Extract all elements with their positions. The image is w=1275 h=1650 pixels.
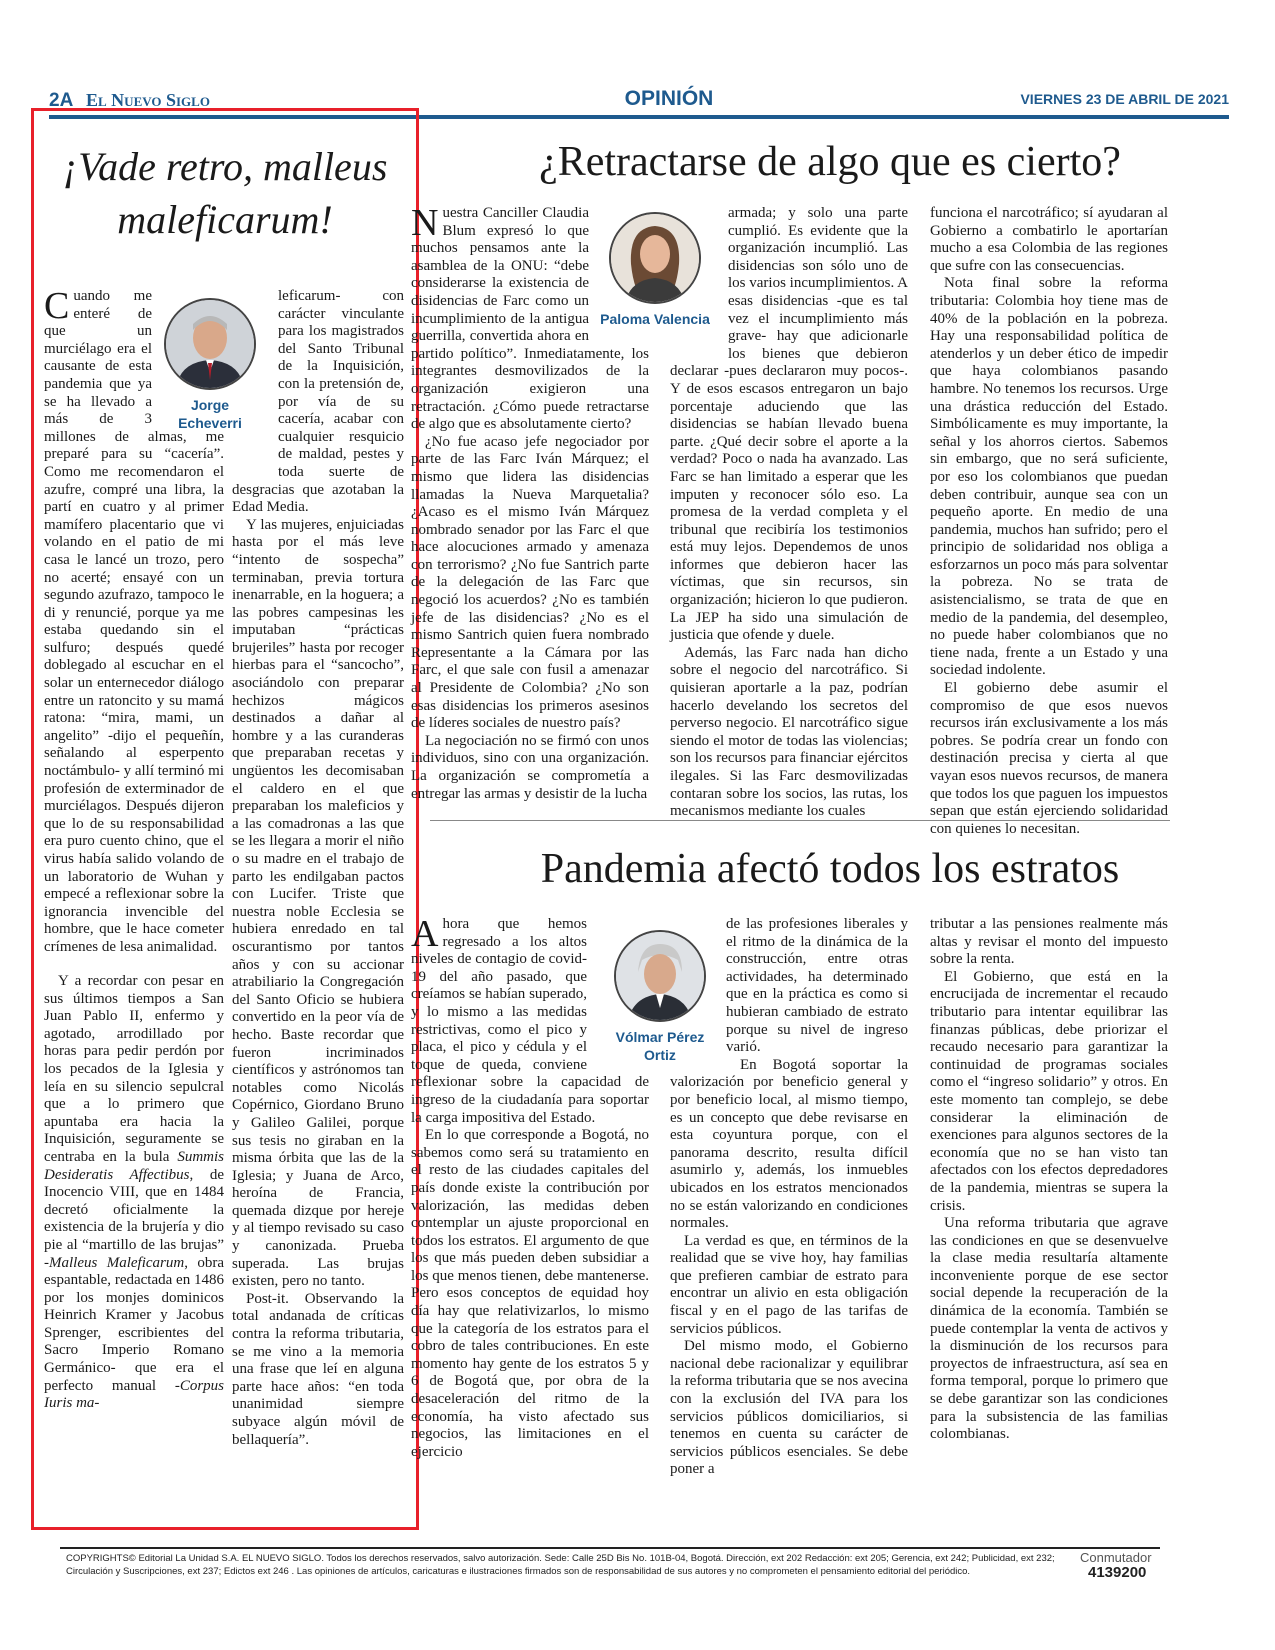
article1-col2 bbox=[670, 205, 908, 821]
paragraph: Post-it. Observando la total andanada de críticas contra la reforma tributaria, se me vino a la memoria una frase que leí en alguna parte hace años: “en toda unanimidad siempre subyace algún móvil de bellaquería”. bbox=[232, 1290, 404, 1448]
author-name: Jorge Echeverri bbox=[178, 397, 242, 431]
section-divider bbox=[430, 820, 1170, 821]
footer-line: COPYRIGHTS© Editorial La Unidad S.A. EL NUEVO SIGLO. Todos los derechos reservados, salvo autorización. Sede: Calle 25D Bis No. 101B-04, Bogotá. Dirección, ext 202 Redacción: ext 205; Gerencia, ext 242; Publicidad, ext 232; bbox=[66, 1553, 1055, 1564]
paragraph: El Gobierno, que está en la encrucijada de incrementar el recaudo tributario para intentar equilibrar las finanzas públicas, debe priorizar el recaudo necesario para garantizar la continuidad de programas sociales como el “ingreso solidario” y otros. En este momento tan complejo, se debe considerar la eliminación de exenciones para algunos sectores de la economía que no se han visto tan afectados con los efectos depredadores de la pandemia, mientras se supera la crisis. bbox=[930, 968, 1168, 1214]
article-title: Pandemia afectó todos los estratos bbox=[540, 846, 1120, 892]
author-name: Vólmar Pérez Ortiz bbox=[615, 1029, 705, 1063]
paragraph: armada; y solo una parte cumplió. Es evidente que la organización incumplió. Las disidencias son sólo uno de los varios incumplimientos. A esas disidencias -que es tal vez el incumplimiento más grave- hay que adicionarle los bienes que debieron declarar -pues declararon muy pocos-. Y de esos escasos entregaron un bajo porcentaje aduciendo que las disidencias se habían llevado buena parte. ¿Qué decir sobre el aporte a la verdad? Poco o nada ha avanzado. Las Farc se han limitado a esperar que les imputen y reconocer sólo eso. La promesa de la verdad completa y el tribunal que recibiría los testimonios está muy lejos. Dependemos de unos informes que debieron hacer las víctimas, que sin recursos, sin organización; hicieron lo que pudieron. La JEP ha sido una simulación de justicia que ofende y duele. bbox=[670, 205, 908, 644]
footer-line: Circulación y Suscripciones, ext 237; Edictos ext 246 . Las opiniones de artículos, caricaturas e ilustraciones firmados son de responsabilidad de sus autores y no comprometen el pensamiento editorial del periódico. bbox=[66, 1566, 971, 1577]
paragraph: leficarum- con carácter vinculante para los magistrados del Santo Tribunal de la Inquisición, con la pretensión de, por vía de su cacería, acabar con cualquier resquicio de maldad, pestes y toda suerte de desgracias que azotaban la Edad Media. bbox=[232, 288, 404, 516]
paragraph: de las profesiones liberales y el ritmo de la dinámica de la construcción, entre otras actividades, ha determinado que en la práctica es como si hubieran cambiado de estrato porque su nivel de ingreso varió. bbox=[726, 916, 908, 1056]
switchboard-label: Conmutador bbox=[1080, 1550, 1152, 1565]
issue-date: VIERNES 23 DE ABRIL DE 2021 bbox=[1020, 91, 1229, 107]
column-title: ¡Vade retro, malleus maleficarum! bbox=[62, 144, 388, 242]
column-col1-cont bbox=[44, 973, 224, 1413]
paragraph: funciona el narcotráfico; sí ayudaran al Gobierno a combatirlo le aportarían mucho a esa Colombia de las regiones que sufre con las consecuencias. bbox=[930, 205, 1168, 274]
footer-credits bbox=[66, 1552, 1056, 1578]
paragraph: La verdad es que, en términos de la realidad que se vive hoy, hay familias que prefieren cambiar de estrato para encontrar un alivio en esta obligación fiscal y en el pago de las tarifas de servicios públicos. bbox=[670, 1232, 908, 1337]
paragraph: Del mismo modo, el Gobierno nacional debe racionalizar y equilibrar la reforma tributaria que se nos avecina con la exclusión del IVA para los servicios públicos domiciliarios, si tenemos en cuenta su carácter de servicios públicos esenciales. Se debe poner a bbox=[670, 1338, 908, 1478]
article1-col3 bbox=[930, 205, 1168, 838]
page-number: 2A bbox=[49, 90, 74, 111]
photo-spacer bbox=[670, 916, 726, 1064]
paragraph: Nota final sobre la reforma tributaria: Colombia hoy tiene mas de 40% de la población en la pobreza. Hay una responsabilidad política de atenderlos y un deber ético de impedir que haya colombianos pasando hambre. No tenemos los recursos. Urge una drástica reducción del Estado. Simbólicamente es muy importante, la señal y los ahorros ciertos. Sabemos sin embargo, que no será suficiente, por eso los colombianos que puedan deben contribuir, aunque sea con un pequeño aporte. En medio de una pandemia, muchos han sufrido; pero el principio de solidaridad nos obliga a esforzarnos un poco más para solventar la pobreza. No se trata de asistencialismo, se trata de que en medio de la pandemia, del desempleo, no puede haber colombianos que no tiene nada, frente a un Estado y una sociedad indolente. bbox=[930, 275, 1168, 679]
paragraph: La negociación no se firmó con unos individuos, sino con una organización. La organización se comprometía a entregar las armas y desistir de la lucha bbox=[411, 732, 649, 802]
paragraph: Nuestra Canciller Claudia Blum expresó lo que muchos pensamos ante la asamblea de la ONU: “debe considerarse la existencia de disidencias de Farc como un incumplimiento de la antigua guerrilla, convertida ahora en partido político”. Inmediatamente, los integrantes desmovilizados de la organización exigieron una retractación. ¿Cómo puede retractarse de algo que es absolutamente cierto? bbox=[411, 202, 649, 433]
section-title: OPINIÓN bbox=[624, 87, 714, 110]
paragraph: ¿No fue acaso jefe negociador por parte de las Farc Iván Márquez; el mismo que lidera las disidencias llamadas la Nueva Marquetalia? ¿Acaso es el mismo Iván Márquez nombrado senador por las Farc el que hace alocuciones armado y amenaza con terrorismo? ¿No fue Santrich parte de la delegación de las Farc que negoció los acuerdos? ¿No es también jefe de las disidencias? ¿No es el mismo Santrich quien fuera nombrado Representante a la Cámara por las Farc, el que sale con fusil a amenazar al Presidente de Colombia? ¿No son esas disidencias los primeros asesinos de líderes sociales de nuestro país? bbox=[411, 433, 649, 732]
article2-col2 bbox=[670, 916, 908, 1479]
paragraph: Y a recordar con pesar en sus últimos tiempos a San Juan Pablo II, enfermo y agotado, arrodillado por horas para pedir perdón por los pecados de la Iglesia y leía en su silencio sepulcral que a lo primero que apuntaba era hacia la Inquisición, seguramente se centraba en la bula Summis Desideratis Affectibus, de Inocencio VIII, que en 1484 decretó oficialmente la existencia de la brujería y dio pie al “martillo de las brujas” -Malleus Maleficarum, obra espantable, redactada en 1486 por los monjes dominicos Heinrich Kramer y Jacobus Sprenger, escribientes del Sacro Imperio Romano Germánico- que era el perfecto manual -Corpus Iuris ma- bbox=[44, 973, 224, 1412]
newspaper-name: El Nuevo Siglo bbox=[86, 90, 210, 110]
drop-cap: N bbox=[411, 202, 439, 244]
paragraph: Ahora que hemos regresado a los altos niveles de contagio de covid-19 del año pasado, que creíamos se habían superado, y lo mismo a las medidas restrictivas, como el pico y placa, el pico y cédula y el toque de queda, conviene reflexionar sobre la capacidad de ingreso de la ciudadanía para soportar la carga impositiva del Estado. bbox=[411, 913, 649, 1126]
paragraph: Además, las Farc nada han dicho sobre el negocio del narcotráfico. Si quisieran aportarle a la paz, podrían hacerlo develando los secretos del perverso negocio. El narcotráfico sigue siendo el motor de todas las violencias; son los recursos para financiar ejércitos ilegales. Si las Farc desmovilizadas contaran sobre los socios, las rutas, los mecanismos mediante los cuales bbox=[670, 644, 908, 820]
column-col1 bbox=[44, 285, 224, 957]
drop-cap: C bbox=[44, 285, 70, 327]
paragraph: tributar a las pensiones realmente más altas y revisar el monto del impuesto sobre la renta. bbox=[930, 916, 1168, 968]
article-title: ¿Retractarse de algo que es cierto? bbox=[539, 139, 1121, 185]
footer-rule bbox=[60, 1547, 1160, 1549]
drop-cap: A bbox=[411, 913, 439, 955]
paragraph: Una reforma tributaria que agrave las condiciones en que se desenvuelve la clase media resultaría altamente inconveniente porque de ese sector social depende la recuperación de la dinámica de la economía. También se puede contemplar la venta de activos y la disminución de los recursos para proyectos de infraestructura, así sea en forma temporal, porque lo primero que se debe garantizar son las condiciones para la subsistencia de las familias colombianas. bbox=[930, 1215, 1168, 1443]
photo-spacer bbox=[152, 288, 224, 412]
author-name: Paloma Valencia bbox=[600, 311, 710, 327]
photo-spacer bbox=[670, 205, 728, 363]
paragraph: Y las mujeres, enjuiciadas hasta por el más leve “intento de sospecha” terminaban, previa tortura inenarrable, en la hoguera; a las pobres campesinas les imputaban “prácticas brujeriles” hasta por recoger hierbas para el “sancocho”, asociándolo con preparar hechizos mágicos destinados a dañar al hombre y a las curanderas que preparaban recetas y ungüentos les decomisaban el caldero en el que preparaban los maleficios y a las comadronas a las que se les llegara a morir el niño o su madre en el trabajo de parto les endilgaban pactos con Lucifer. Triste que nuestra noble Ecclesia se hubiera enredado en tal oscurantismo por tantos años y con su accionar atrabiliario la Congregación del Santo Oficio se hubiera convertido en la peor vía de hecho. Baste recordar que fueron incriminados científicos y astrónomos tan notables como Nicolás Copérnico, Giordano Bruno y Galileo Galilei, porque sus tesis no giraban en la misma órbita que las de la Iglesia; y Juana de Arco, heroína de Francia, quemada dizque por hereje y al tiempo revisado su caso y canonizada. Prueba superada. Las brujas existen, pero no tanto. bbox=[232, 516, 404, 1290]
switchboard-number: 4139200 bbox=[1088, 1564, 1147, 1581]
article2-col3 bbox=[930, 916, 1168, 1444]
paragraph: En lo que corresponde a Bogotá, no sabemos como será su tratamiento en el resto de las ciudades capitales del país donde existe la contribución por valorización, las medidas deben contemplar un ajuste proporcional en todos los estratos. El argumento de que los que más pueden deben subsidiar a los que menos tienen, debe mantenerse. Pero esos conceptos de equidad hoy día hay que relativizarlos, lo mismo que la categoría de los estratos para el cobro de tales contribuciones. En este momento hay gente de los estratos 5 y 6 de Bogotá que, por obra de la desaceleración del ritmo de la economía, ha visto afectado sus negocios, las limitaciones en el ejercicio bbox=[411, 1127, 649, 1460]
column-col2 bbox=[232, 288, 404, 1449]
photo-spacer bbox=[232, 288, 278, 464]
paragraph: El gobierno debe asumir el compromiso de que esos nuevos recursos irán exclusivamente a los más pobres. Se podría crear un fondo con destinación precisa y cierta al que vayan esos nuevos recursos, de manera que todos los que paguen los impuestos sepan que están ejerciendo solidaridad con quienes lo necesitan. bbox=[930, 680, 1168, 837]
paragraph: En Bogotá soportar la valorización por beneficio general y por beneficio local, al mismo tiempo, es un concepto que debe revisarse en esta coyuntura porque, con el panorama descrito, resulta difícil asumirlo y, además, los inmuebles ubicados en los estratos mencionados no se están valorizando en condiciones normales. bbox=[670, 1056, 908, 1232]
paragraph: Cuando me enteré de que un murciélago era el causante de esta pandemia que ya se ha llevado a más de 3 millones de almas, me preparé para su “cacería”. Como me recomendaron el azufre, compré una libra, la partí en cuatro y al primer mamífero placentario que vi volando en el patio de mi casa le lancé un trozo, pero no acerté; ensayé con un segundo azufrazo, tampoco le di y renuncié, porque ya me estaba quedando sin el sulfuro; después quedé doblegado al escuchar en el solar un enternecedor diálogo entre un ratoncito y su mamá ratona: “mira, mami, un angelito” -dijo el pequeñín, señalando al esperpento noctámbulo- y allí terminó mi profesión de exterminador de murciélagos. Después dijeron que lo de su responsabilidad era puro cuento chino, que el virus había salido volando de un laboratorio de Wuhan y empecé a reflexionar sobre la ignorancia invencible del hombre, que le hace cometer crímenes de lesa animalidad. bbox=[44, 285, 224, 955]
